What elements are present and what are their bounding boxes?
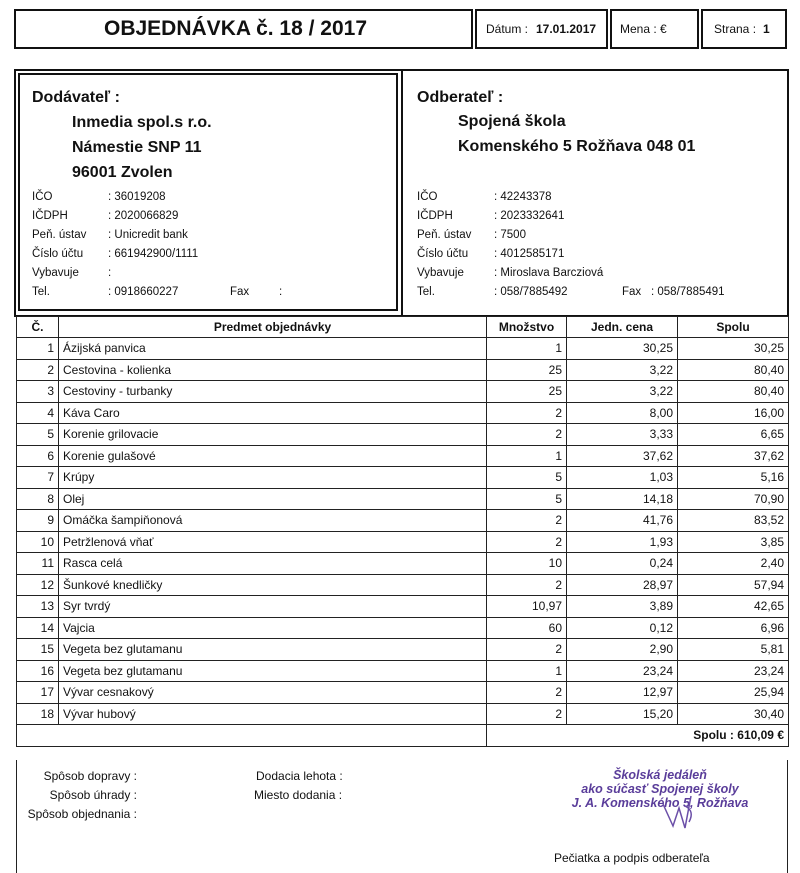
row-total: 3,85 (678, 531, 789, 553)
row-unit-price: 28,97 (567, 574, 678, 596)
row-number: 14 (17, 617, 59, 639)
supplier-name: Inmedia spol.s r.o. (72, 114, 212, 131)
signature-label: Pečiatka a podpis odberateľa (554, 851, 710, 865)
row-number: 9 (17, 510, 59, 532)
row-item: Vývar cesnakový (59, 682, 487, 704)
table-header-row (17, 317, 789, 338)
customer-account-label: Číslo účtu (417, 248, 469, 260)
table-row (17, 703, 789, 725)
row-item: Korenie gulašové (59, 445, 487, 467)
row-unit-price: 8,00 (567, 402, 678, 424)
supplier-ico-label: IČO (32, 191, 53, 203)
col-header-total: Spolu (678, 317, 789, 338)
row-quantity: 2 (487, 402, 567, 424)
stamp-line-1: Školská jedáleň (613, 768, 707, 782)
row-number: 8 (17, 488, 59, 510)
row-number: 2 (17, 359, 59, 381)
customer-name: Spojená škola (458, 113, 566, 130)
row-total: 25,94 (678, 682, 789, 704)
col-header-item: Predmet objednávky (59, 317, 487, 338)
customer-account-value: : 4012585171 (494, 248, 565, 260)
col-header-unit-price: Jedn. cena (567, 317, 678, 338)
row-unit-price: 3,33 (567, 424, 678, 446)
row-unit-price: 3,89 (567, 596, 678, 618)
row-quantity: 10,97 (487, 596, 567, 618)
table-row (17, 510, 789, 532)
table-row (17, 553, 789, 575)
supplier-contact-label: Vybavuje (32, 267, 79, 279)
row-quantity: 10 (487, 553, 567, 575)
supplier-ico-value: : 36019208 (108, 191, 166, 203)
row-number: 6 (17, 445, 59, 467)
row-quantity: 25 (487, 381, 567, 403)
row-number: 15 (17, 639, 59, 661)
row-item: Omáčka šampiňonová (59, 510, 487, 532)
row-total: 30,40 (678, 703, 789, 725)
table-row (17, 381, 789, 403)
supplier-icdph-value: : 2020066829 (108, 210, 179, 222)
row-quantity: 2 (487, 574, 567, 596)
row-number: 17 (17, 682, 59, 704)
row-unit-price: 15,20 (567, 703, 678, 725)
date-value: 17.01.2017 (536, 22, 597, 36)
row-total: 42,65 (678, 596, 789, 618)
table-row (17, 338, 789, 360)
table-row (17, 660, 789, 682)
page-number: 1 (763, 22, 770, 36)
supplier-icdph-label: IČDPH (32, 210, 68, 222)
row-quantity: 25 (487, 359, 567, 381)
supplier-account-label: Číslo účtu (32, 248, 84, 260)
row-number: 10 (17, 531, 59, 553)
row-total: 37,62 (678, 445, 789, 467)
supplier-city: 96001 Zvolen (72, 164, 173, 181)
ordering-label: Spôsob objednania : (27, 807, 137, 821)
table-row (17, 402, 789, 424)
customer-fax-value: : 058/7885491 (651, 286, 725, 298)
date-label: Dátum : (486, 22, 529, 36)
payment-label: Spôsob úhrady : (49, 788, 137, 802)
col-header-quantity: Množstvo (487, 317, 567, 338)
table-row (17, 488, 789, 510)
row-item: Vajcia (59, 617, 487, 639)
delivery-term-label: Dodacia lehota : (256, 769, 343, 783)
table-row (17, 617, 789, 639)
row-item: Vývar hubový (59, 703, 487, 725)
row-number: 1 (17, 338, 59, 360)
supplier-account-value: : 661942900/1111 (108, 248, 199, 260)
row-number: 16 (17, 660, 59, 682)
row-item: Krúpy (59, 467, 487, 489)
supplier-fax-value: : (279, 286, 283, 298)
row-total: 57,94 (678, 574, 789, 596)
row-quantity: 1 (487, 660, 567, 682)
row-quantity: 5 (487, 488, 567, 510)
row-total: 80,40 (678, 381, 789, 403)
total-row (17, 725, 789, 747)
customer-ico-label: IČO (417, 191, 438, 203)
customer-bank-label: Peň. ústav (417, 229, 472, 241)
row-quantity: 2 (487, 531, 567, 553)
signature-icon (655, 786, 705, 836)
transport-label: Spôsob dopravy : (43, 769, 137, 783)
row-unit-price: 37,62 (567, 445, 678, 467)
row-quantity: 60 (487, 617, 567, 639)
stamp-line-2: ako súčasť Spojenej školy (581, 782, 739, 796)
row-number: 11 (17, 553, 59, 575)
supplier-street: Námestie SNP 11 (72, 139, 202, 156)
row-item: Cestovina - kolienka (59, 359, 487, 381)
table-row (17, 424, 789, 446)
row-number: 7 (17, 467, 59, 489)
row-total: 80,40 (678, 359, 789, 381)
table-row (17, 467, 789, 489)
row-item: Ázijská panvica (59, 338, 487, 360)
customer-heading: Odberateľ : (417, 89, 504, 106)
row-total: 70,90 (678, 488, 789, 510)
supplier-heading: Dodávateľ : (32, 89, 120, 106)
row-quantity: 2 (487, 682, 567, 704)
row-total: 6,65 (678, 424, 789, 446)
row-unit-price: 1,93 (567, 531, 678, 553)
row-quantity: 1 (487, 445, 567, 467)
row-number: 12 (17, 574, 59, 596)
page-title: OBJEDNÁVKA č. 18 / 2017 (104, 17, 368, 40)
row-unit-price: 2,90 (567, 639, 678, 661)
row-item: Olej (59, 488, 487, 510)
supplier-tel-label: Tel. (32, 286, 50, 298)
row-unit-price: 3,22 (567, 359, 678, 381)
row-number: 4 (17, 402, 59, 424)
table-row (17, 531, 789, 553)
row-quantity: 2 (487, 703, 567, 725)
customer-icdph-value: : 2023332641 (494, 210, 565, 222)
row-unit-price: 30,25 (567, 338, 678, 360)
row-item: Cestoviny - turbanky (59, 381, 487, 403)
row-item: Vegeta bez glutamanu (59, 639, 487, 661)
row-item: Korenie grilovacie (59, 424, 487, 446)
row-number: 13 (17, 596, 59, 618)
customer-contact-label: Vybavuje (417, 267, 464, 279)
row-total: 16,00 (678, 402, 789, 424)
col-header-number: Č. (17, 317, 59, 338)
row-number: 5 (17, 424, 59, 446)
page-label: Strana : (714, 22, 757, 36)
row-quantity: 5 (487, 467, 567, 489)
table-row (17, 596, 789, 618)
customer-tel-value: : 058/7885492 (494, 286, 568, 298)
delivery-place-label: Miesto dodania : (254, 788, 343, 802)
total-label: Spolu : (693, 728, 734, 743)
row-unit-price: 1,03 (567, 467, 678, 489)
customer-icdph-label: IČDPH (417, 210, 453, 222)
row-unit-price: 12,97 (567, 682, 678, 704)
supplier-fax-label: Fax (230, 286, 250, 298)
customer-street: Komenského 5 Rožňava 048 01 (458, 138, 696, 155)
row-quantity: 2 (487, 639, 567, 661)
supplier-contact-value: : (108, 267, 112, 279)
row-total: 2,40 (678, 553, 789, 575)
items-table (16, 316, 789, 747)
row-unit-price: 23,24 (567, 660, 678, 682)
table-row (17, 359, 789, 381)
row-item: Rasca celá (59, 553, 487, 575)
supplier-bank-value: : Unicredit bank (108, 229, 188, 241)
table-row (17, 639, 789, 661)
row-total: 5,81 (678, 639, 789, 661)
row-item: Vegeta bez glutamanu (59, 660, 487, 682)
row-total: 30,25 (678, 338, 789, 360)
customer-contact-value: : Miroslava Barcziová (494, 267, 604, 279)
customer-ico-value: : 42243378 (494, 191, 552, 203)
parties-divider (401, 69, 403, 317)
row-total: 6,96 (678, 617, 789, 639)
row-total: 23,24 (678, 660, 789, 682)
row-unit-price: 0,12 (567, 617, 678, 639)
row-item: Petržlenová vňať (59, 531, 487, 553)
row-item: Šunkové knedličky (59, 574, 487, 596)
table-row (17, 574, 789, 596)
stamp-line-3: J. A. Komenského 5, Rožňava (571, 796, 749, 810)
row-unit-price: 0,24 (567, 553, 678, 575)
row-unit-price: 14,18 (567, 488, 678, 510)
row-item: Syr tvrdý (59, 596, 487, 618)
table-row (17, 682, 789, 704)
row-unit-price: 3,22 (567, 381, 678, 403)
row-quantity: 1 (487, 338, 567, 360)
customer-tel-label: Tel. (417, 286, 435, 298)
table-row (17, 445, 789, 467)
supplier-bank-label: Peň. ústav (32, 229, 87, 241)
customer-bank-value: : 7500 (494, 229, 526, 241)
total-value: 610,09 € (737, 728, 784, 743)
customer-fax-label: Fax (622, 286, 642, 298)
row-total: 83,52 (678, 510, 789, 532)
currency-label: Mena : € (620, 22, 667, 36)
row-quantity: 2 (487, 424, 567, 446)
row-number: 18 (17, 703, 59, 725)
row-unit-price: 41,76 (567, 510, 678, 532)
row-number: 3 (17, 381, 59, 403)
row-quantity: 2 (487, 510, 567, 532)
row-total: 5,16 (678, 467, 789, 489)
supplier-tel-value: : 0918660227 (108, 286, 179, 298)
row-item: Káva Caro (59, 402, 487, 424)
